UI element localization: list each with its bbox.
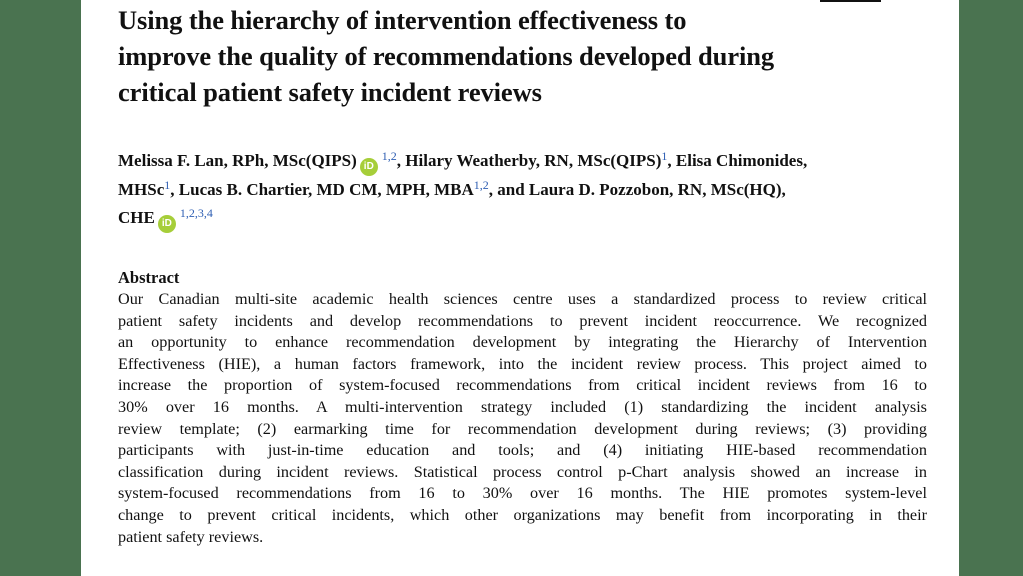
author-name: , Elisa Chimonides, xyxy=(667,151,808,170)
abstract-line: Effectiveness (HIE), a human factors framework, into the incident review process. This project aimed to xyxy=(118,354,927,373)
paper-title xyxy=(118,2,918,110)
title-line: critical patient safety incident reviews xyxy=(118,77,542,107)
orcid-icon[interactable]: iD xyxy=(158,215,176,233)
abstract-line: review template; (2) earmarking time for recommendation development during reviews; (3) providing xyxy=(118,419,927,438)
author-line xyxy=(118,204,928,233)
abstract-heading: Abstract xyxy=(118,268,180,287)
abstract-line: change to prevent critical incidents, which other organizations may benefit from incorporating in their xyxy=(118,505,927,524)
author-list xyxy=(118,147,928,233)
abstract-line: 30% over 16 months. A multi-intervention strategy included (1) standardizing the incident analysis xyxy=(118,397,927,416)
abstract-line: Our Canadian multi-site academic health sciences centre uses a standardized process to review critical xyxy=(118,290,927,308)
abstract-line: system-focused recommendations from 16 to 30% over 16 months. The HIE promotes system-level xyxy=(118,484,927,503)
title-line: improve the quality of recommendations developed during xyxy=(118,41,775,71)
affiliation-link[interactable]: 1,2 xyxy=(381,149,397,163)
abstract-line: patient safety reviews. xyxy=(118,527,264,546)
author-line xyxy=(118,176,928,204)
author-name: CHE xyxy=(118,207,155,227)
affiliation-link[interactable]: 1 xyxy=(661,149,668,163)
abstract-line: participants with just-in-time education and tools; and (4) initiating HIE-based recommendation xyxy=(118,441,927,460)
abstract-line: classification during incident reviews. Statistical process control p-Chart analysis showed an increase in xyxy=(118,462,927,481)
affiliation-link[interactable]: 1 xyxy=(164,178,171,192)
abstract-line: patient safety incidents and develop recommendations to prevent incident reoccurrence. We recognized xyxy=(118,311,927,330)
orcid-icon[interactable]: iD xyxy=(360,158,378,176)
paper-page xyxy=(81,0,959,576)
author-name: , Hilary Weatherby, RN, MSc(QIPS) xyxy=(396,151,662,170)
title-line: Using the hierarchy of intervention effectiveness to xyxy=(118,5,687,35)
author-name: MHSc xyxy=(118,180,165,199)
author-name: Melissa F. Lan, RPh, MSc(QIPS) xyxy=(118,151,357,170)
author-name: , and Laura D. Pozzobon, RN, MSc(HQ), xyxy=(488,180,786,199)
author-line xyxy=(118,147,928,176)
abstract-line: increase the proportion of system-focused recommendations from critical incident reviews from 16 to xyxy=(118,376,927,395)
abstract-body xyxy=(118,289,927,548)
author-name: , Lucas B. Chartier, MD CM, MPH, MBA xyxy=(170,180,474,199)
affiliation-link[interactable]: 1,2,3,4 xyxy=(179,205,213,220)
abstract-line: an opportunity to enhance recommendation development by integrating the Hierarchy of Intervention xyxy=(118,333,927,352)
affiliation-link[interactable]: 1,2 xyxy=(473,178,489,192)
